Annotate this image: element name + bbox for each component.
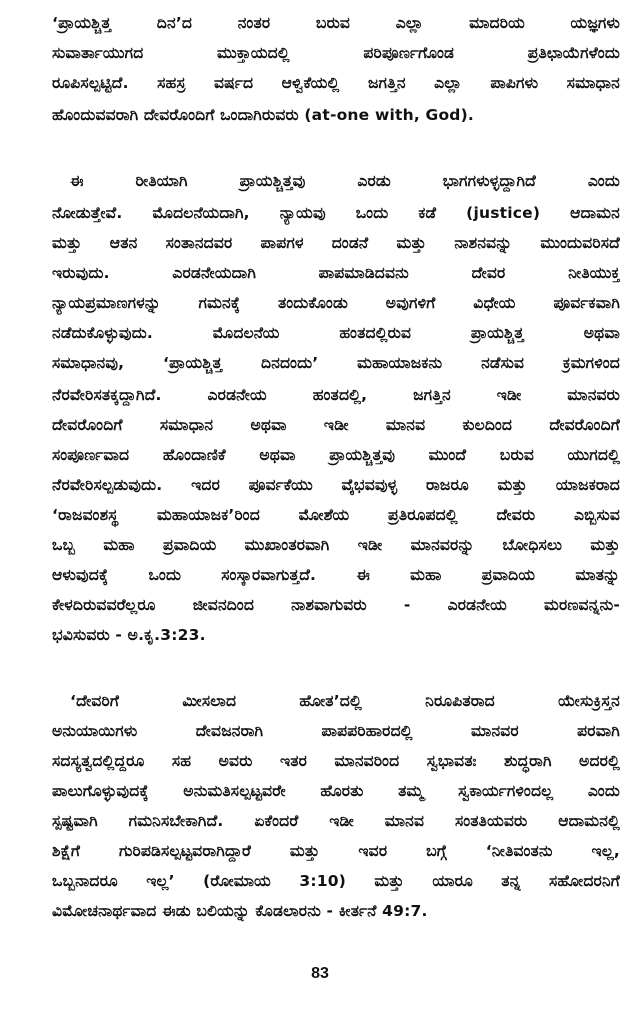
text-line: ಶಿಕ್ಷೆಗೆ ಗುರಿಪಡಿಸಲ್ಪಟ್ಟವರಾಗಿದ್ದಾರೆ ಮತ್ತು ಇವರ ಬಗ್ಗೆ ‘ನೀತಿವಂತನು ಇಲ್ಲ, [52, 842, 620, 860]
text-line: ವಿಮೋಚನಾರ್ಥವಾದ ಈಡು ಬಲಿಯನ್ನು ಕೊಡಲಾರನು - ಕೀರ್ತನೆ 49:7. [52, 902, 428, 920]
text-line: ಅನುಯಾಯಿಗಳು ದೇವಜನರಾಗಿ ಪಾಪಪರಿಹಾರದಲ್ಲಿ ಮಾನವರ ಪರವಾಗಿ [52, 722, 620, 740]
text-line: ಭವಿಸುವರು - ಅ.ಕೃ.3:23. [52, 626, 206, 644]
text-line: ನೋಡುತ್ತೇವೆ. ಮೊದಲನೆಯದಾಗಿ, ನ್ಯಾಯವು ಒಂದು ಕಡೆ (justice) ಆದಾಮನ [52, 204, 620, 222]
text-line: ‘ರಾಜವಂಶಸ್ಥ ಮಹಾಯಾಜಕ’ರಿಂದ ಮೋಶೆಯ ಪ್ರತಿರೂಪದಲ್ಲಿ ದೇವರು ಎಬ್ಬಿಸುವ [52, 506, 620, 524]
text-line: ನಡೆದುಕೊಳ್ಳುವುದು. ಮೊದಲನೆಯ ಹಂತದಲ್ಲಿರುವ ಪ್ರಾಯಶ್ಚಿತ್ತ ಅಥವಾ [52, 324, 620, 342]
text-line: ಸಂಪೂರ್ಣವಾದ ಹೊಂದಾಣಿಕೆ ಅಥವಾ ಪ್ರಾಯಶ್ಚಿತ್ತವು ಮುಂದೆ ಬರುವ ಯುಗದಲ್ಲಿ [52, 446, 620, 464]
text-line: ಒಬ್ಬನಾದರೂ ಇಲ್ಲ’ (ರೋಮಾಯ 3:10) ಮತ್ತು ಯಾರೂ ತನ್ನ ಸಹೋದರನಿಗೆ [52, 872, 620, 890]
text-line: ಸುವಾರ್ತಾಯುಗದ ಮುಕ್ತಾಯದಲ್ಲಿ ಪರಿಪೂರ್ಣಗೊಂಡ ಪ್ರತಿಛಾಯೆಗಳೆಂದು [52, 44, 620, 62]
text-line: ಒಬ್ಬ ಮಹಾ ಪ್ರವಾದಿಯ ಮುಖಾಂತರವಾಗಿ ಇಡೀ ಮಾನವರನ್ನು ಬೋಧಿಸಲು ಮತ್ತು [52, 536, 620, 554]
text-line: ಸದಸ್ಯತ್ವದಲ್ಲಿದ್ದರೂ ಸಹ ಅವರು ಇತರ ಮಾನವರಿಂದ ಸ್ವಭಾವತಃ ಶುದ್ಧರಾಗಿ ಅದರಲ್ಲಿ [52, 752, 620, 770]
text-line: ಪಾಲುಗೊಳ್ಳುವುದಕ್ಕೆ ಅನುಮತಿಸಲ್ಪಟ್ಟವರೇ ಹೊರತು ತಮ್ಮ ಸ್ವಕಾರ್ಯಗಳಿಂದಲ್ಲ ಎಂದು [52, 782, 620, 800]
text-line: ‘ಪ್ರಾಯಶ್ಚಿತ್ತ ದಿನ’ದ ನಂತರ ಬರುವ ಎಲ್ಲಾ ಮಾದರಿಯ ಯಜ್ಞಗಳು [52, 14, 620, 32]
text-line: ನ್ಯಾಯಪ್ರಮಾಣಗಳನ್ನು ಗಮನಕ್ಕೆ ತಂದುಕೊಂಡು ಅವುಗಳಿಗೆ ವಿಧೇಯ ಪೂರ್ವಕವಾಗಿ [52, 294, 620, 312]
text-line: ‘ದೇವರಿಗೆ ಮೀಸಲಾದ ಹೋತ’ದಲ್ಲಿ ನಿರೂಪಿತರಾದ ಯೇಸುಕ್ರಿಸ್ತನ [70, 692, 620, 710]
text-line: ನೆರವೇರಿಸತಕ್ಕದ್ದಾಗಿದೆ. ಎರಡನೇಯ ಹಂತದಲ್ಲಿ, ಜಗತ್ತಿನ ಇಡೀ ಮಾನವರು [52, 386, 620, 404]
text-line: ಸ್ಪಷ್ಟವಾಗಿ ಗಮನಿಸಬೇಕಾಗಿದೆ. ಏಕೆಂದರೆ ಇಡೀ ಮಾನವ ಸಂತತಿಯವರು ಆದಾಮನಲ್ಲಿ [52, 812, 620, 830]
text-line: ದೇವರೊಂದಿಗೆ ಸಮಾಧಾನ ಅಥವಾ ಇಡೀ ಮಾನವ ಕುಲದಿಂದ ದೇವರೊಂದಿಗೆ [52, 416, 620, 434]
text-line: ಆಳುವುದಕ್ಕೆ ಒಂದು ಸಂಸ್ಕಾರವಾಗುತ್ತದೆ. ಈ ಮಹಾ ಪ್ರವಾದಿಯ ಮಾತನ್ನು [52, 566, 620, 584]
text-line: ಮತ್ತು ಆತನ ಸಂತಾನದವರ ಪಾಪಗಳ ದಂಡನೆ ಮತ್ತು ನಾಶನವನ್ನು ಮುಂದುವರಿಸದೆ [52, 234, 620, 252]
text-line: ನೆರವೇರಿಸಲ್ಪಡುವುದು. ಇದರ ಪೂರ್ವಕೆಯು ವೈಭವವುಳ್ಳ ರಾಜರೂ ಮತ್ತು ಯಾಜಕರಾದ [52, 476, 620, 494]
text-line: ಇರುವುದು. ಎರಡನೇಯದಾಗಿ ಪಾಪಮಾಡಿದವನು ದೇವರ ನೀತಿಯುಕ್ತ [52, 264, 620, 282]
text-line: ಹೊಂದುವವರಾಗಿ ದೇವರೊಂದಿಗೆ ಒಂದಾಗಿರುವರು (at-one with, God). [52, 106, 474, 124]
text-line: ಈ ರೀತಿಯಾಗಿ ಪ್ರಾಯಶ್ಚಿತ್ತವು ಎರಡು ಭಾಗಗಳುಳ್ಳದ್ದಾಗಿದೆ ಎಂದು [70, 172, 620, 190]
text-line: ರೂಪಿಸಲ್ಪಟ್ಟಿದೆ. ಸಹಸ್ರ ವರ್ಷದ ಆಳ್ವಿಕೆಯಲ್ಲಿ ಜಗತ್ತಿನ ಎಲ್ಲಾ ಪಾಪಿಗಳು ಸಮಾಧಾನ [52, 74, 620, 92]
text-line: ಸಮಾಧಾನವು, ‘ಪ್ರಾಯಶ್ಚಿತ್ತ ದಿನದಂದು’ ಮಹಾಯಾಜಕನು ನಡೆಸುವ ಕ್ರಮಗಳಿಂದ [52, 354, 620, 372]
page-number: 83 [311, 965, 329, 982]
text-line: ಕೇಳದಿರುವವರೆಲ್ಲರೂ ಜೀವನದಿಂದ ನಾಶವಾಗುವರು - ಎರಡನೇಯ ಮರಣವನ್ನನು- [52, 596, 620, 614]
